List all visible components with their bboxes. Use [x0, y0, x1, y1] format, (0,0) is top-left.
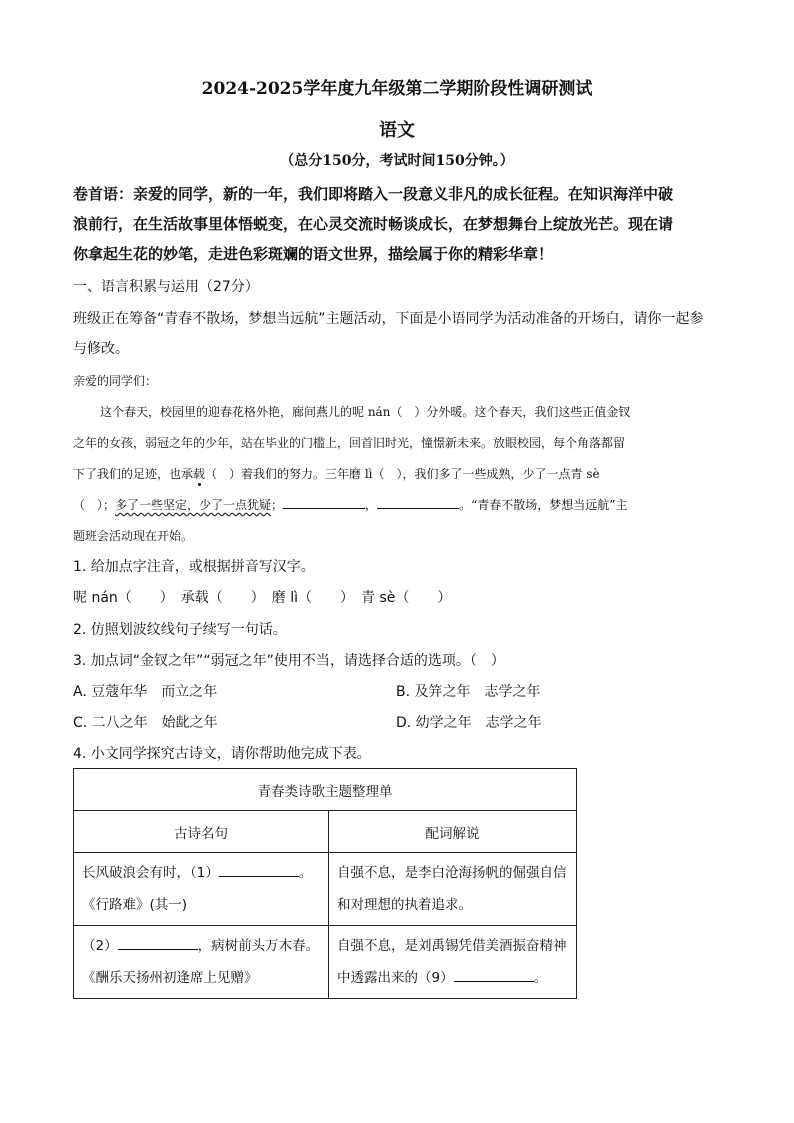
subject-title: 语文 [379, 120, 415, 141]
answer-blank-1[interactable] [283, 496, 365, 509]
preface-line-3: 你拿起生花的妙笔，走进色彩斑斓的语文世界，描绘属于你的精彩华章！ [73, 245, 554, 263]
answer-blank-table-1[interactable] [219, 864, 299, 877]
option-d[interactable]: D. 幼学之年 志学之年 [396, 715, 542, 731]
question-3: 3. 加点词“金钗之年”“弱冠之年”使用不当，请选择合适的选项。（ ） [73, 653, 505, 669]
preface-line-1: 卷首语：亲爱的同学，新的一年，我们即将踏入一段意义非凡的成长征程。在知识海洋中破 [73, 185, 674, 203]
table-title: 青春类诗歌主题整理单 [74, 769, 577, 811]
column-header-commentary: 配词解说 [329, 811, 577, 853]
passage-line-4 [73, 496, 627, 513]
table-header-row [74, 811, 577, 853]
table-row [74, 926, 577, 999]
passage-semicolon: ； [271, 498, 284, 512]
row-1-poem-source: 《行路难》(其一) [82, 897, 188, 913]
row-1-poem-cell [74, 853, 329, 926]
section-intro-line-1: 班级正在筹备“青春不散场，梦想当远航”主题活动，下面是小语同学为活动准备的开场白，请你一起参 [73, 311, 704, 327]
row-1-commentary-line-1: 自强不息，是李白沧海扬帆的倔强自信 [337, 865, 567, 881]
row-1-commentary-line-2: 和对理想的执着追求。 [337, 897, 472, 913]
section-heading: 一、语言积累与运用（27分） [73, 279, 259, 295]
option-b[interactable]: B. 及笄之年 志学之年 [396, 684, 541, 700]
passage-line-4-end: 。“青春不散场，梦想当远航”主 [459, 498, 628, 512]
question-1: 1. 给加点字注音，或根据拼音写汉字。 [73, 559, 315, 575]
poetry-theme-table [73, 768, 577, 999]
row-2-commentary-cell [329, 926, 577, 999]
question-2: 2. 仿照划波纹线句子续写一句话。 [73, 622, 287, 638]
passage-greeting: 亲爱的同学们： [73, 374, 158, 388]
passage-line-3 [73, 465, 600, 482]
passage-line-5: 题班会活动现在开始。 [73, 529, 194, 543]
row-1-poem-period: 。 [298, 865, 313, 881]
question-1-items: 呢 nán（ ） 承载（ ） 磨 lì（ ） 青 sè（ ） [73, 590, 452, 606]
row-2-commentary-line-2: 中透露出来的（9） [337, 970, 454, 986]
column-header-poem: 古诗名句 [74, 811, 329, 853]
row-2-poem-cell [74, 926, 329, 999]
answer-blank-2[interactable] [377, 496, 459, 509]
row-1-poem-text: 长风破浪会有时，（1） [82, 865, 219, 881]
row-2-poem-text: ，病树前头万木春。 [197, 938, 320, 954]
passage-comma: ， [365, 498, 378, 512]
passage-line-4-start: （ ）； [73, 498, 116, 512]
option-a[interactable]: A. 豆蔻年华 而立之年 [73, 684, 218, 700]
table-row [74, 853, 577, 926]
passage-line-3-start: 下了我们的足迹，也承 [73, 467, 194, 481]
row-2-poem-source: 《酬乐天扬州初逢席上见赠》 [82, 970, 258, 986]
answer-blank-table-2[interactable] [118, 937, 198, 950]
section-intro-line-2: 与修改。 [73, 341, 129, 357]
dotted-char-zai: 载 [193, 467, 206, 481]
passage-line-2: 之年的女孩，弱冠之年的少年，站在毕业的门槛上，回首旧时光，憧憬新未来。放眼校园，每个角落都留 [73, 436, 626, 450]
row-2-poem-label: （2） [82, 938, 118, 954]
answer-blank-table-9[interactable] [454, 969, 534, 982]
page-title: 2024-2025学年度九年级第二学期阶段性调研测试 [201, 79, 593, 99]
option-c[interactable]: C. 二八之年 始龀之年 [73, 715, 218, 731]
row-2-commentary-line-1: 自强不息，是刘禹锡凭借美酒振奋精神 [337, 938, 567, 954]
row-2-commentary-period: 。 [533, 970, 548, 986]
table-title-row [74, 769, 577, 811]
preface-line-2: 浪前行，在生活故事里体悟蜕变，在心灵交流时畅谈成长，在梦想舞台上绽放光芒。现在请 [73, 215, 674, 233]
passage-line-3-end: （ ）着我们的努力。三年磨 lì（ ），我们多了一些成熟，少了一点青 sè [205, 467, 600, 481]
score-note: （总分150分，考试时间150分钟。） [280, 153, 514, 169]
row-1-commentary-cell [329, 853, 577, 926]
question-4: 4. 小文同学探究古诗文，请你帮助他完成下表。 [73, 746, 371, 762]
passage-line-1: 这个春天，校园里的迎春花格外艳，廊间燕儿的呢 nán（ ）分外暖。这个春天，我们这些正值金钗 [100, 405, 631, 419]
wavy-underlined-sentence: 多了一些坚定，少了一点犹疑 [115, 498, 272, 512]
